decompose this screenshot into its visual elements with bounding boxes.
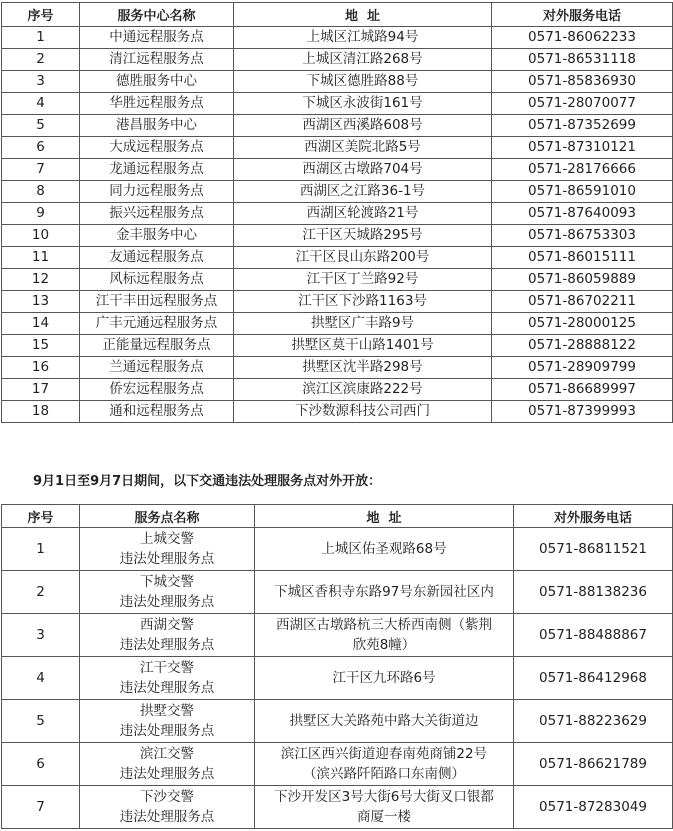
row-address: 拱墅区莫干山路1401号: [234, 335, 492, 357]
service-center-table: [1, 2, 673, 423]
table-row: [2, 379, 673, 401]
row-index: 5: [2, 115, 80, 137]
row-phone: 0571-86015111: [492, 247, 673, 269]
row-address: 江干区丁兰路92号: [234, 269, 492, 291]
row-address: 下城区德胜路88号: [234, 71, 492, 93]
row-phone: 0571-86621789: [514, 743, 673, 786]
violation-service-table: [1, 504, 673, 829]
row-phone: 0571-85836930: [492, 71, 673, 93]
row-phone: 0571-86531118: [492, 49, 673, 71]
row-address: 下城区香积寺东路97号东新园社区内: [255, 571, 514, 614]
row-name: 中通远程服务点: [80, 27, 234, 49]
row-name: 西湖交警 违法处理服务点: [80, 614, 255, 657]
row-name: 侨宏远程服务点: [80, 379, 234, 401]
row-index: 2: [2, 49, 80, 71]
row-name: 同力远程服务点: [80, 181, 234, 203]
table-row: [2, 269, 673, 291]
row-name: 拱墅交警 违法处理服务点: [80, 700, 255, 743]
row-index: 11: [2, 247, 80, 269]
row-phone: 0571-86591010: [492, 181, 673, 203]
row-phone: 0571-86753303: [492, 225, 673, 247]
row-address: 西湖区西溪路608号: [234, 115, 492, 137]
row-index: 12: [2, 269, 80, 291]
table-row: [2, 335, 673, 357]
row-address: 下沙开发区3号大街6号大街叉口银都 商厦一楼: [255, 786, 514, 829]
row-address: 滨江区滨康路222号: [234, 379, 492, 401]
row-index: 9: [2, 203, 80, 225]
row-index: 7: [2, 786, 80, 829]
table-row: [2, 181, 673, 203]
row-address: 下城区永波街161号: [234, 93, 492, 115]
table-row: [2, 247, 673, 269]
row-address: 西湖区古墩路704号: [234, 159, 492, 181]
table-row: [2, 313, 673, 335]
row-phone: 0571-88223629: [514, 700, 673, 743]
row-address: 下沙数源科技公司西门: [234, 401, 492, 423]
row-index: 1: [2, 27, 80, 49]
col-header-address: 地 址: [234, 3, 492, 27]
row-address: 西湖区之江路36-1号: [234, 181, 492, 203]
row-name: 风标远程服务点: [80, 269, 234, 291]
col-header-name: 服务中心名称: [80, 3, 234, 27]
row-phone: 0571-86811521: [514, 528, 673, 571]
row-address: 西湖区轮渡路21号: [234, 203, 492, 225]
row-name: 滨江交警 违法处理服务点: [80, 743, 255, 786]
row-name: 通和远程服务点: [80, 401, 234, 423]
row-index: 8: [2, 181, 80, 203]
row-index: 15: [2, 335, 80, 357]
row-phone: 0571-86062233: [492, 27, 673, 49]
row-index: 7: [2, 159, 80, 181]
service-center-rows: [2, 27, 673, 423]
row-address: 江干区艮山东路200号: [234, 247, 492, 269]
table-row: [2, 357, 673, 379]
table-header-row: [2, 3, 673, 27]
row-index: 3: [2, 614, 80, 657]
row-index: 4: [2, 93, 80, 115]
table-row: [2, 93, 673, 115]
row-phone: 0571-86412968: [514, 657, 673, 700]
row-address: 滨江区西兴街道迎春南苑商铺22号 （滨兴路阡陌路口东南侧）: [255, 743, 514, 786]
row-name: 兰通远程服务点: [80, 357, 234, 379]
row-index: 17: [2, 379, 80, 401]
row-phone: 0571-28070077: [492, 93, 673, 115]
row-phone: 0571-28909799: [492, 357, 673, 379]
col-header-name: 服务点名称: [80, 505, 255, 528]
row-phone: 0571-28888122: [492, 335, 673, 357]
row-address: 上城区佑圣观路68号: [255, 528, 514, 571]
row-index: 2: [2, 571, 80, 614]
col-header-index: 序号: [2, 505, 80, 528]
table-row: [2, 657, 673, 700]
row-name: 下沙交警 违法处理服务点: [80, 786, 255, 829]
table-row: [2, 49, 673, 71]
row-name: 广丰元通远程服务点: [80, 313, 234, 335]
row-address: 江干区下沙路1163号: [234, 291, 492, 313]
violation-service-rows: [2, 528, 673, 829]
row-phone: 0571-87283049: [514, 786, 673, 829]
col-header-index: 序号: [2, 3, 80, 27]
row-phone: 0571-88138236: [514, 571, 673, 614]
table-row: [2, 291, 673, 313]
table-row: [2, 115, 673, 137]
row-phone: 0571-87399993: [492, 401, 673, 423]
row-index: 1: [2, 528, 80, 571]
table-header-row: [2, 505, 673, 528]
row-name: 友通远程服务点: [80, 247, 234, 269]
table-row: [2, 137, 673, 159]
row-name: 港昌服务中心: [80, 115, 234, 137]
row-name: 华胜远程服务点: [80, 93, 234, 115]
row-name: 大成远程服务点: [80, 137, 234, 159]
row-address: 上城区清江路268号: [234, 49, 492, 71]
row-phone: 0571-28176666: [492, 159, 673, 181]
row-address: 拱墅区广丰路9号: [234, 313, 492, 335]
row-phone: 0571-28000125: [492, 313, 673, 335]
row-name: 上城交警 违法处理服务点: [80, 528, 255, 571]
table-row: [2, 743, 673, 786]
row-name: 德胜服务中心: [80, 71, 234, 93]
table-row: [2, 225, 673, 247]
row-index: 18: [2, 401, 80, 423]
row-address: 西湖区古墩路杭三大桥西南侧（紫荆 欣苑8幢）: [255, 614, 514, 657]
table-row: [2, 27, 673, 49]
col-header-phone: 对外服务电话: [492, 3, 673, 27]
notice-text: 9月1日至9月7日期间，以下交通违法处理服务点对外开放：: [33, 474, 382, 489]
row-index: 5: [2, 700, 80, 743]
row-phone: 0571-86689997: [492, 379, 673, 401]
table-row: [2, 401, 673, 423]
row-name: 金丰服务中心: [80, 225, 234, 247]
table-row: [2, 571, 673, 614]
row-phone: 0571-86059889: [492, 269, 673, 291]
row-phone: 0571-88488867: [514, 614, 673, 657]
row-name: 清江远程服务点: [80, 49, 234, 71]
table-row: [2, 700, 673, 743]
row-phone: 0571-87352699: [492, 115, 673, 137]
row-index: 6: [2, 137, 80, 159]
row-index: 4: [2, 657, 80, 700]
row-index: 13: [2, 291, 80, 313]
row-name: 江干交警 违法处理服务点: [80, 657, 255, 700]
row-name: 龙通远程服务点: [80, 159, 234, 181]
row-address: 拱墅区大关路苑中路大关街道边: [255, 700, 514, 743]
row-phone: 0571-87310121: [492, 137, 673, 159]
row-index: 6: [2, 743, 80, 786]
col-header-phone: 对外服务电话: [514, 505, 673, 528]
row-address: 拱墅区沈半路298号: [234, 357, 492, 379]
col-header-address: 地 址: [255, 505, 514, 528]
table-row: [2, 159, 673, 181]
row-phone: 0571-87640093: [492, 203, 673, 225]
row-address: 江干区天城路295号: [234, 225, 492, 247]
row-index: 3: [2, 71, 80, 93]
row-index: 10: [2, 225, 80, 247]
table-row: [2, 614, 673, 657]
row-name: 振兴远程服务点: [80, 203, 234, 225]
table-row: [2, 203, 673, 225]
row-index: 16: [2, 357, 80, 379]
table-row: [2, 71, 673, 93]
row-address: 西湖区美院北路5号: [234, 137, 492, 159]
table-row: [2, 528, 673, 571]
row-address: 江干区九环路6号: [255, 657, 514, 700]
row-index: 14: [2, 313, 80, 335]
table-row: [2, 786, 673, 829]
row-name: 下城交警 违法处理服务点: [80, 571, 255, 614]
row-name: 正能量远程服务点: [80, 335, 234, 357]
row-phone: 0571-86702211: [492, 291, 673, 313]
row-name: 江干丰田远程服务点: [80, 291, 234, 313]
row-address: 上城区江城路94号: [234, 27, 492, 49]
